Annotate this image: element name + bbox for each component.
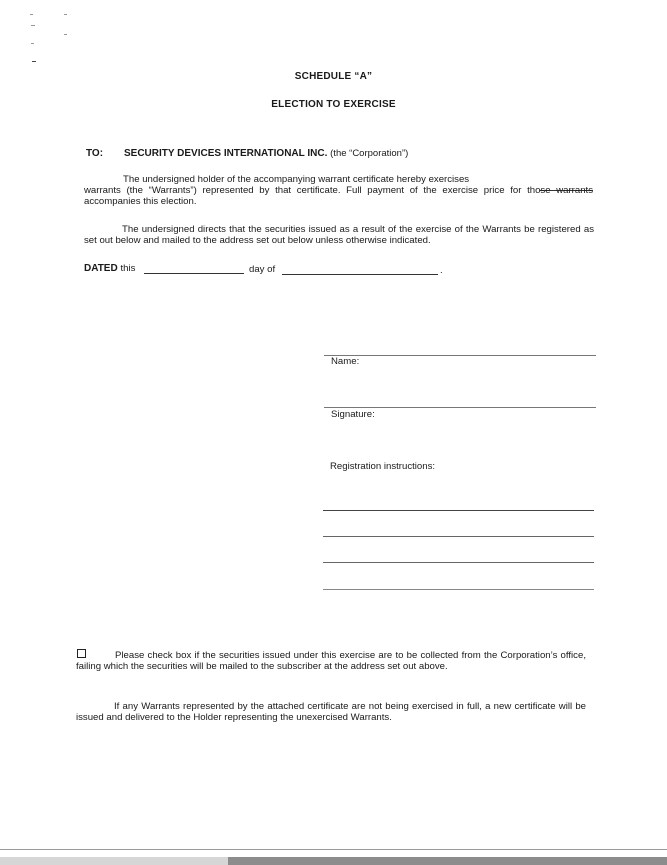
final-paragraph: If any Warrants represented by the attached certificate are not being exercised in full, a new certificate will be issued and delivered to the Holder representing the unexercised Warrants.: [76, 701, 586, 723]
scan-edge-bar-light: [0, 857, 230, 865]
checkbox-text: Please check box if the securities issued under this exercise are to be collected from the Corporation’s office, failing which the securities will be mailed to the subscriber at the address set out above.: [76, 650, 586, 672]
signature-label: Signature:: [331, 409, 375, 420]
registration-line-2[interactable]: [323, 536, 594, 537]
company-suffix: (the “Corporation”): [330, 148, 409, 159]
company-name: SECURITY DEVICES INTERNATIONAL INC.: [124, 148, 328, 159]
paragraph2: The undersigned directs that the securities issued as a result of the exercise of the Warrants be registered as set out below and mailed to the address set out below unless otherwise indicated.: [84, 224, 594, 246]
name-line[interactable]: [324, 355, 596, 356]
scan-artifact: [31, 25, 35, 26]
dated-month-blank[interactable]: [282, 274, 438, 275]
to-label: TO:: [86, 148, 104, 159]
scan-edge-bar-dark: [228, 857, 667, 865]
warrant-count-line-1: [123, 174, 535, 185]
paragraph1-part2: warrants (the “Warrants”) represented by that certificate. Full payment of the exercise price for those warrants accompanies this election.: [84, 185, 593, 207]
scan-artifact: [31, 43, 34, 44]
dated-period: .: [440, 265, 443, 276]
day-of-label: day of: [249, 264, 276, 275]
registration-line-4[interactable]: [323, 589, 594, 590]
scan-artifact: [32, 61, 36, 62]
dated-day-blank[interactable]: [144, 273, 244, 274]
name-label: Name:: [331, 356, 360, 367]
scan-artifact: [64, 34, 67, 35]
scan-edge-line: [0, 849, 667, 850]
registration-line-1[interactable]: [323, 510, 594, 511]
dated-this: this: [120, 263, 136, 274]
dated-label: DATED: [84, 263, 118, 274]
addressee: [124, 148, 408, 159]
election-title: ELECTION TO EXERCISE: [271, 99, 396, 110]
schedule-title: SCHEDULE “A”: [294, 71, 373, 82]
paragraph1-part1: The undersigned holder of the accompanying warrant certificate hereby exercises: [123, 174, 470, 185]
scan-artifact: [64, 14, 67, 15]
scan-artifact: [30, 14, 33, 15]
registration-line-3[interactable]: [323, 562, 594, 563]
dated-line: [84, 263, 135, 274]
signature-line[interactable]: [324, 407, 596, 408]
registration-label: Registration instructions:: [330, 461, 436, 472]
